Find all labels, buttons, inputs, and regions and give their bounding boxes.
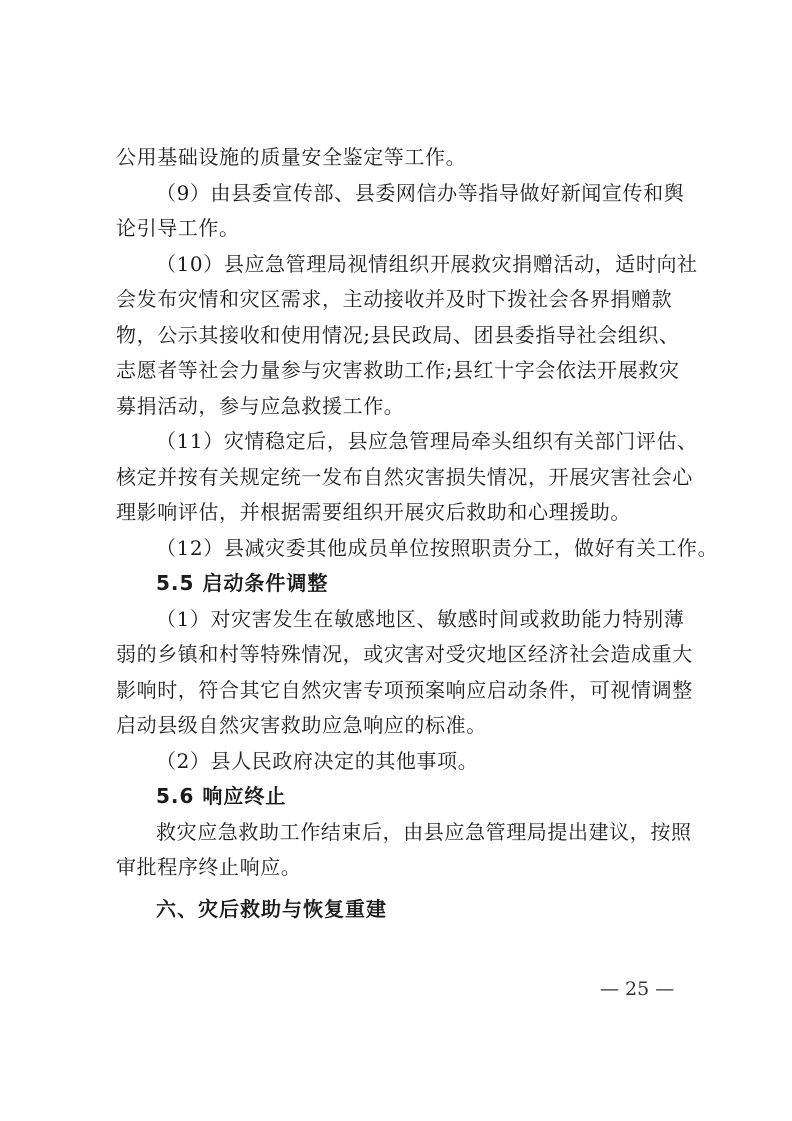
paragraph-line: 论引导工作。 — [116, 216, 240, 240]
paragraph-line: 公用基础设施的质量安全鉴定等工作。 — [116, 145, 467, 169]
paragraph-line: （9）由县委宣传部、县委网信办等指导做好新闻宣传和舆 — [156, 180, 685, 205]
paragraph-line: 启动县级自然灾害救助应急响应的标准。 — [116, 713, 487, 737]
chapter-heading: 六、灾后救助与恢复重建 — [156, 896, 387, 921]
paragraph-line: 救灾应急救助工作结束后，由县应急管理局提出建议，按照 — [156, 819, 692, 844]
paragraph-line: 核定并按有关规定统一发布自然灾害损失情况，开展灾害社会心 — [116, 464, 693, 489]
page-number: — 25 — — [600, 978, 675, 1000]
paragraph-line: 理影响评估，并根据需要组织开展灾后救助和心理援助。 — [116, 500, 631, 524]
paragraph-line: 审批程序终止响应。 — [116, 855, 302, 879]
paragraph-line: （12）县减灾委其他成员单位按照职责分工，做好有关工作。 — [156, 535, 719, 560]
paragraph-line: 物，公示其接收和使用情况;县民政局、团县委指导社会组织、 — [116, 322, 680, 347]
paragraph-line: （11）灾情稳定后，县应急管理局牵头组织有关部门评估、 — [156, 429, 698, 453]
paragraph-line: （2）县人民政府决定的其他事项。 — [156, 748, 479, 773]
document-body — [116, 140, 719, 927]
paragraph-line: 募捐活动，参与应急救援工作。 — [116, 393, 405, 418]
paragraph-line: 会发布灾情和灾区需求，主动接收并及时下拨社会各界捐赠款 — [116, 287, 673, 311]
paragraph-line: 志愿者等社会力量参与灾害救助工作;县红十字会依法开展救灾 — [116, 358, 680, 382]
paragraph-line: （10）县应急管理局视情组织开展救灾捐赠活动，适时向社 — [156, 251, 698, 276]
section-heading: 5.5 启动条件调整 — [156, 571, 329, 595]
section-heading: 5.6 响应终止 — [156, 784, 287, 808]
paragraph-line: （1）对灾害发生在敏感地区、敏感时间或救助能力特别薄 — [156, 606, 685, 631]
paragraph-line: 影响时，符合其它自然灾害专项预案响应启动条件，可视情调整 — [116, 677, 693, 702]
paragraph-line: 弱的乡镇和村等特殊情况，或灾害对受灾地区经济社会造成重大 — [116, 642, 693, 666]
